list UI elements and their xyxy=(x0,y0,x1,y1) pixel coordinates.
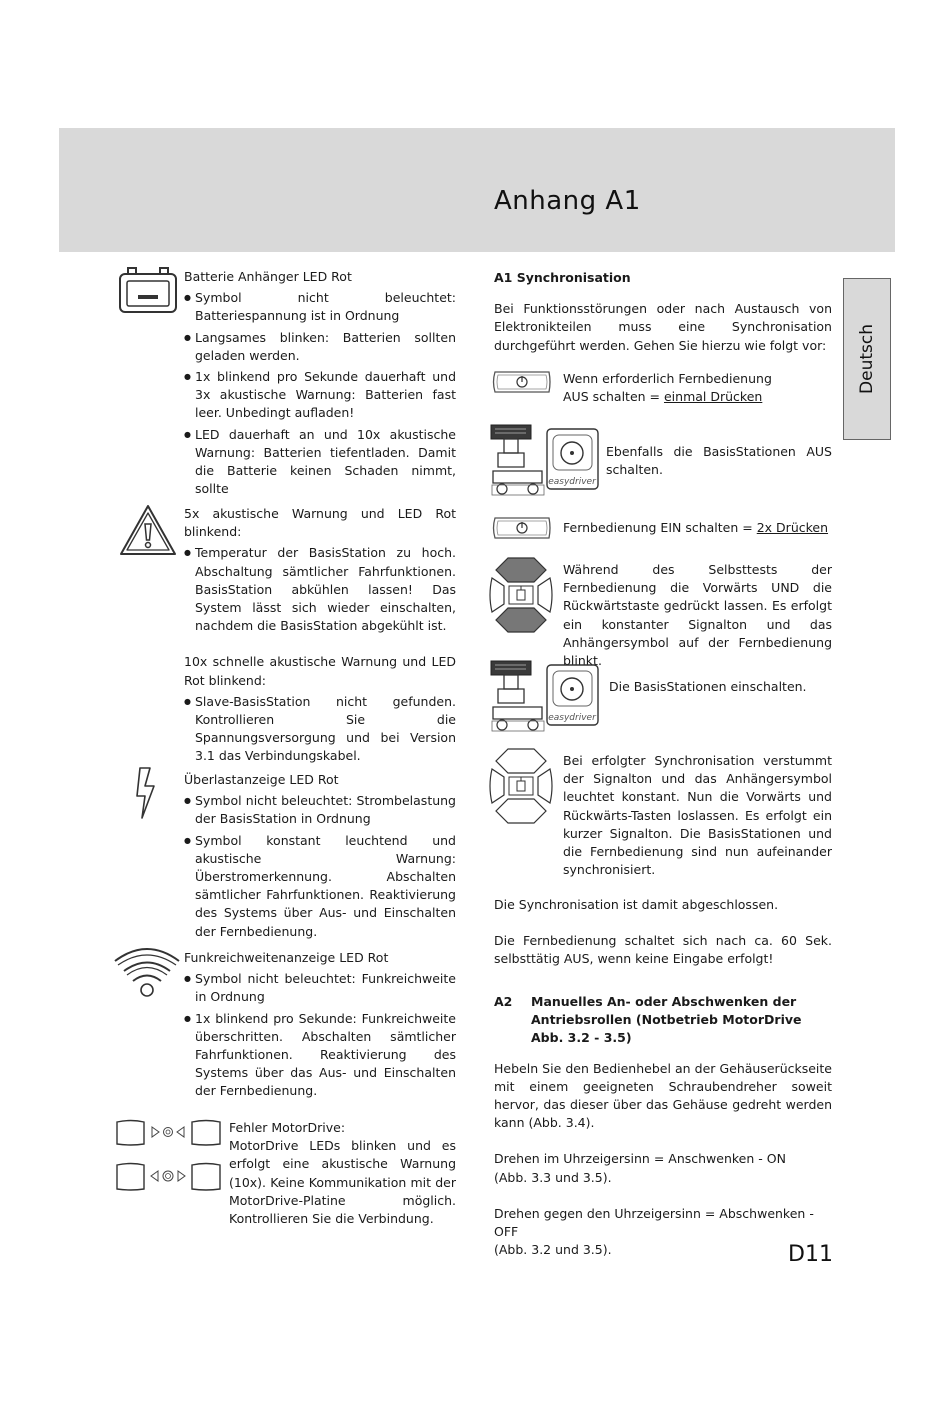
motordrive-led-icon-bottom xyxy=(114,1160,224,1194)
motordrive-title: Fehler MotorDrive: xyxy=(229,1120,346,1135)
overload-bullet-1: ● Symbol nicht beleuchtet: Strombelastung der BasisStation in Ordnung xyxy=(184,792,456,828)
a1-closing xyxy=(494,896,832,969)
warning-bullet-2: ● Slave-BasisStation nicht gefunden. Kontrollieren Sie die Spannungsversorgung und bei Version 3.1 das Verbindungskabel. xyxy=(184,693,456,766)
a2-counterclockwise: Drehen gegen den Uhrzeigersinn = Abschwenken - OFF xyxy=(494,1205,814,1240)
battery-icon xyxy=(118,266,178,314)
a1-step-3-underlined: 2x Drücken xyxy=(756,520,829,535)
warning-triangle-icon xyxy=(118,503,178,557)
battery-bullet-1: ● Symbol nicht beleuchtet: Batteriespannung ist in Ordnung xyxy=(184,289,456,325)
battery-section xyxy=(184,268,456,498)
dpad-released-icon xyxy=(488,747,554,825)
header-band xyxy=(59,128,895,252)
a2-clockwise-ref: (Abb. 3.3 und 3.5). xyxy=(494,1169,612,1185)
radio-section xyxy=(184,949,456,1101)
easydriver-logo-2: easydriver xyxy=(548,713,596,723)
radio-bullet-2: ● 1x blinkend pro Sekunde: Funkreichweite überschritten. Abschalten sämtlicher Fahrfunktionen. Reaktivierung des Systems über das Aus- und Einschalten der Fernbedienung. xyxy=(184,1010,456,1101)
a1-done-text: Die Synchronisation ist damit abgeschlossen. xyxy=(494,897,779,912)
warning-title: 5x akustische Warnung und LED Rot blinkend: xyxy=(184,506,456,540)
a1-step-1-line1: Wenn erforderlich Fernbedienung xyxy=(563,371,772,386)
battery-bullet-4: ● LED dauerhaft an und 10x akustische Warnung: Batterien tiefentladen. Damit die Batterie keinen Schaden nimmt, sollte xyxy=(184,426,456,499)
page-title: Anhang A1 xyxy=(494,186,641,216)
radio-title: Funkreichweitenanzeige LED Rot xyxy=(184,950,389,965)
language-tab-label: Deutsch xyxy=(857,324,877,394)
battery-bullet-3: ● 1x blinkend pro Sekunde dauerhaft und 3x akustische Warnung: Batterien fast leer. Unbedingt aufladen! xyxy=(184,368,456,423)
dpad-pressed-icon xyxy=(488,556,554,634)
a1-step-6 xyxy=(563,752,832,879)
wifi-signal-icon xyxy=(112,943,182,999)
easydriver-logo: easydriver xyxy=(548,477,596,487)
overload-section xyxy=(184,771,456,941)
a1-step-6-text: Bei erfolgter Synchronisation verstummt der Signalton und das Anhängersymbol leuchtet konstant. Nun die Vorwärts und Rückwärts-Tasten loslassen. Es erfolgt ein kurzer Signalton. Die BasisStationen und die Fernbedienung sind nun aufeinander synchronisiert. xyxy=(563,753,832,878)
a1-step-2 xyxy=(606,443,832,479)
a2-clockwise: Drehen im Uhrzeigersinn = Anschwenken - ON xyxy=(494,1151,786,1167)
a1-header-block xyxy=(494,269,832,355)
a2-heading-number: A2 xyxy=(494,994,513,1009)
page-number: D11 xyxy=(788,1242,833,1267)
a2-heading-wrap xyxy=(494,993,832,1048)
a1-step-3-text: Fernbedienung EIN schalten = xyxy=(563,520,757,535)
motordrive-led-icon-top xyxy=(114,1117,224,1147)
warning-title-2: 10x schnelle akustische Warnung und LED Rot blinkend: xyxy=(184,654,456,688)
battery-title: Batterie Anhänger LED Rot xyxy=(184,269,352,284)
a1-step-5 xyxy=(609,678,833,696)
a1-step-5-text: Die BasisStationen einschalten. xyxy=(609,679,807,694)
a1-step-4-text: Während des Selbsttests der Fernbedienung die Vorwärts UND die Rückwärtstaste gedrückt lassen. Es erfolgt ein konstanter Signalton und das Anhängersymbol auf der Fernbedienung blinkt. xyxy=(563,562,832,669)
a1-step-3 xyxy=(563,519,833,537)
warning-bullet-1: ● Temperatur der BasisStation zu hoch. Abschaltung sämtlicher Fahrfunktionen. BasisStation abkühlen lassen! Das System lässt sich wieder einschalten, nachdem die BasisStation abgekühlt ist. xyxy=(184,544,456,635)
motordrive-section xyxy=(229,1119,456,1228)
base-station-device-icon-2 xyxy=(490,659,602,737)
overload-bullet-2: ● Symbol konstant leuchtend und akustische Warnung: Überstromerkennung. Abschalten sämtlicher Fahrfunktionen. Reaktivierung des Systems über Aus- und Einschalten der Fernbedienung. xyxy=(184,832,456,941)
a1-step-2-text: Ebenfalls die BasisStationen AUS schalten. xyxy=(606,444,832,478)
warning-section xyxy=(184,505,456,766)
a1-step-1 xyxy=(563,370,833,406)
a1-auto-off-text: Die Fernbedienung schaltet sich nach ca. 60 Sek. selbsttätig AUS, wenn keine Eingabe erfolgt! xyxy=(494,933,832,967)
a2-heading: Manuelles An- oder Abschwenken der Antriebsrollen (Notbetrieb MotorDrive Abb. 3.2 - 3.5) xyxy=(531,994,802,1046)
radio-bullet-1: ● Symbol nicht beleuchtet: Funkreichweite in Ordnung xyxy=(184,970,456,1006)
motordrive-text: MotorDrive LEDs blinken und es erfolgt eine akustische Warnung (10x). Keine Kommunikation mit der MotorDrive-Platine möglich. Kontrollieren Sie die Verbindung. xyxy=(229,1138,456,1227)
a2-section xyxy=(494,993,832,1259)
a1-step-4 xyxy=(563,561,832,670)
a1-heading: A1 Synchronisation xyxy=(494,270,631,285)
a1-step-1-underlined: einmal Drücken xyxy=(663,389,763,405)
base-station-device-icon xyxy=(490,423,602,501)
a1-step-1-line2: AUS schalten = xyxy=(563,389,664,405)
overload-title: Überlastanzeige LED Rot xyxy=(184,772,339,787)
a2-paragraph-1: Hebeln Sie den Bedienhebel an der Gehäuserückseite mit einem geeigneten Schraubendreher soweit hervor, das dieser über das Gehäuse gedreht werden kann (Abb. 3.4). xyxy=(494,1060,832,1131)
lightning-icon xyxy=(134,766,158,820)
power-button-icon xyxy=(491,368,553,396)
a2-counterclockwise-ref: (Abb. 3.2 und 3.5). xyxy=(494,1242,612,1258)
a1-intro: Bei Funktionsstörungen oder nach Austausch von Elektronikteilen muss eine Synchronisation durchgeführt werden. Gehen Sie hierzu wie folgt vor: xyxy=(494,301,832,353)
language-tab xyxy=(843,278,891,440)
battery-bullet-2: ● Langsames blinken: Batterien sollten geladen werden. xyxy=(184,329,456,365)
power-button-icon-2 xyxy=(491,514,553,542)
